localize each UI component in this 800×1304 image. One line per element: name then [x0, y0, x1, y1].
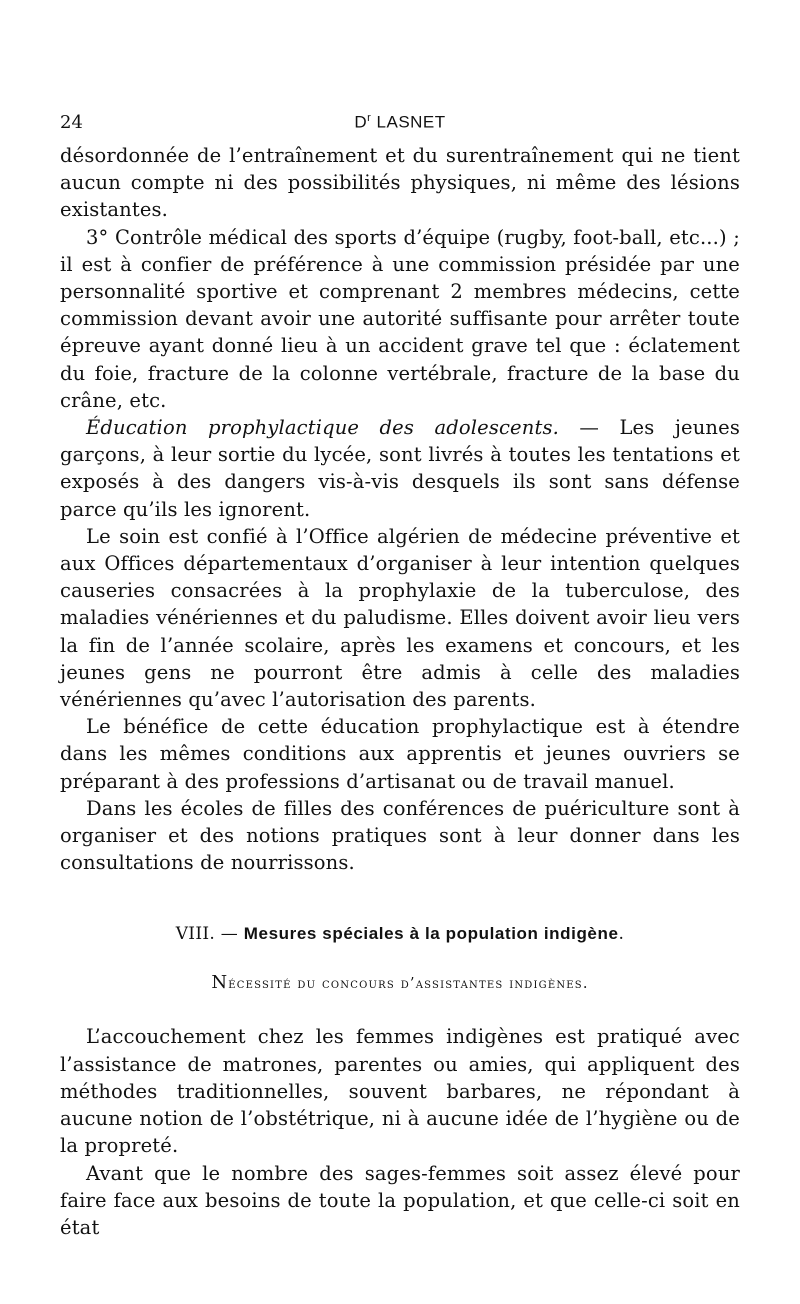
running-title-name: LASNET [371, 112, 446, 132]
section-title: Mesures spéciales à la population indigène [243, 924, 619, 944]
paragraph-childbirth: L’accouchement chez les femmes indigènes est pratiqué avec l’assistance de matrones, parentes ou amies, qui appliquent des méthodes traditionnelles, souvent barbares, ne répondant à aucune notion de l’obstétrique, ni à aucune idée de l’hygiène ou de la propreté. [60, 1025, 740, 1158]
running-head [60, 112, 740, 142]
paragraph-girls-schools: Dans les écoles de filles des conférences de puériculture sont à organiser et des notions pratiques sont à leur donner dans les consultations de nourrissons. [60, 796, 740, 875]
page-number: 24 [60, 112, 83, 133]
subheading-first-letter: N [211, 972, 229, 994]
paragraph-continued: désordonnée de l’entraînement et du surentraînement qui ne tient aucun compte ni des possibilités physiques, ni même des lésions existantes. [60, 144, 740, 222]
document-page [60, 112, 740, 1241]
section-numeral: VIII. [175, 924, 216, 945]
body-text-section [60, 1023, 740, 1241]
subheading-text: écessité du concours d’assistantes indigènes. [228, 976, 589, 993]
body-text [60, 142, 740, 876]
paragraph-office: Le soin est confié à l’Office algérien de médecine préventive et aux Offices départementaux d’organiser à leur intention quelques causeries consacrées à la prophylaxie de la tuberculose, des maladies vénériennes et du paludisme. Elles doivent avoir lieu vers la fin de l’année scolaire, après les examens et concours, et les jeunes gens ne pourront être admis à celle des maladies vénériennes qu’avec l’autorisation des parents. [60, 524, 740, 712]
paragraph-midwives: Avant que le nombre des sages-femmes soit assez élevé pour faire face aux besoins de toute la population, et que celle-ci soit en état [60, 1161, 740, 1239]
running-title-prefix: D [354, 112, 368, 132]
section-dash: — [215, 924, 244, 945]
section-heading [60, 924, 740, 944]
subheading [60, 972, 740, 993]
paragraph-prophylactic-text: — Les jeunes garçons, à leur sortie du lycée, sont livrés à toutes les tentations et exposés à des dangers vis-à-vis desquels ils sont sans défense parce qu’ils les ignorent. [60, 416, 740, 521]
paragraph-sports-control: 3° Contrôle médical des sports d’équipe (rugby, foot-ball, etc...) ; il est à confier de préférence à une commission présidée par une personnalité sportive et comprenant 2 membres médecins, cette commission devant avoir une autorité suffisante pour arrêter toute épreuve ayant donné lieu à un accident grave tel que : éclatement du foie, fracture de la colonne vertébrale, fracture de la base du crâne, etc. [60, 225, 740, 412]
running-title-sup: r [367, 112, 372, 124]
paragraph-prophylactic-education [60, 414, 740, 523]
section-end: . [618, 924, 625, 945]
paragraph-apprentices: Le bénéfice de cette éducation prophylactique est à étendre dans les mêmes conditions aux apprentis et jeunes ouvriers se préparant à des professions d’artisanat ou de travail manuel. [60, 715, 740, 793]
paragraph-title-italic: Éducation prophylactique des adolescents. [86, 416, 559, 440]
running-title [60, 112, 740, 133]
